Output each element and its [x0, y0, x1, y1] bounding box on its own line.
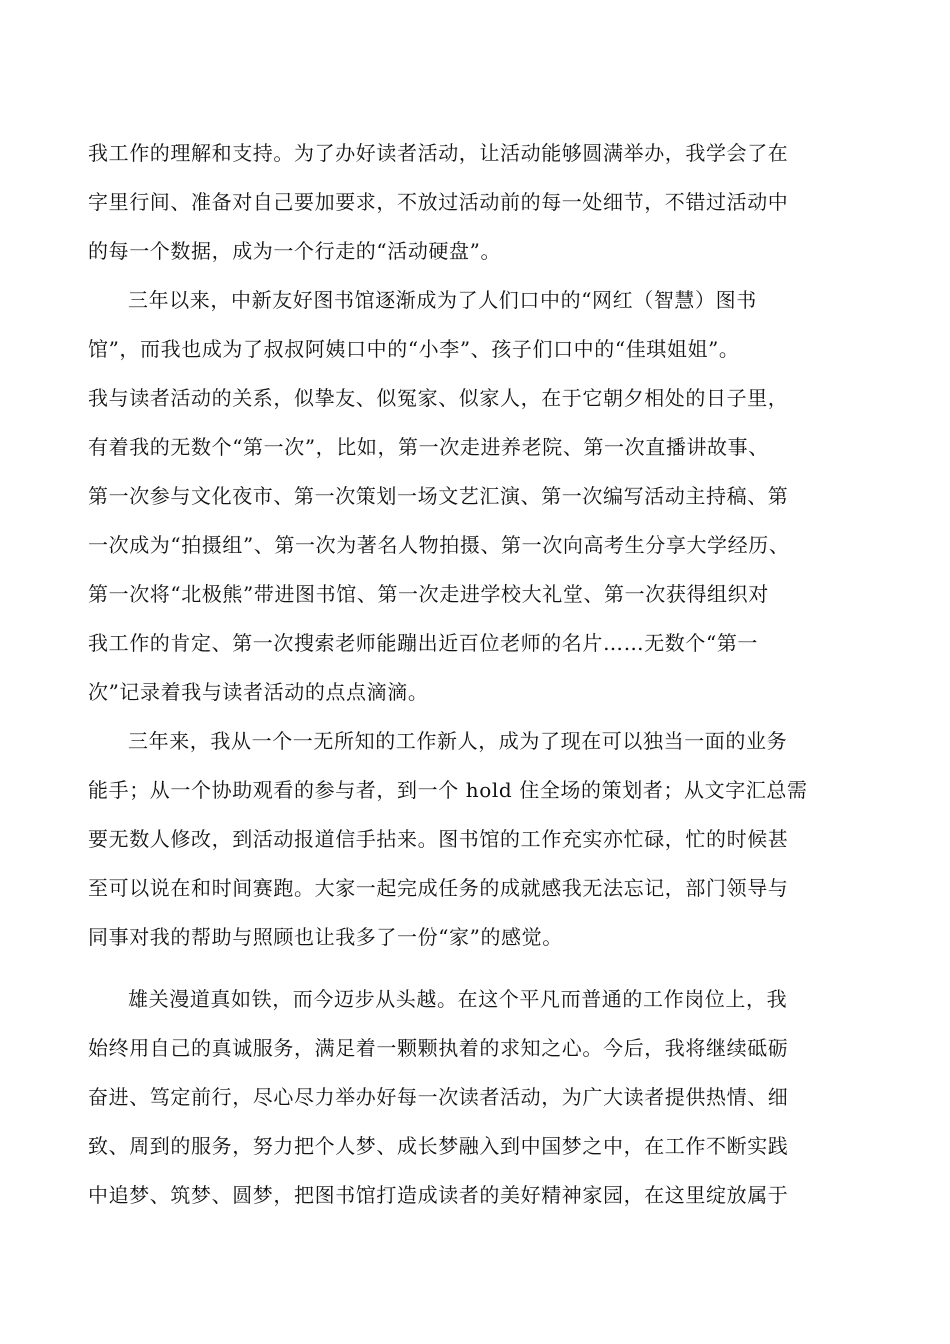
text-line: 同事对我的帮助与照顾也让我多了一份“家”的感觉。 [88, 925, 563, 949]
text-line: 至可以说在和时间赛跑。大家一起完成任务的成就感我无法忘记，部门领导与 [88, 876, 789, 900]
text-line: 中追梦、筑梦、圆梦，把图书馆打造成读者的美好精神家园，在这里绽放属于 [88, 1183, 789, 1207]
text-line: 的每一个数据，成为一个行走的“活动硬盘”。 [88, 239, 502, 263]
text-line: 第一次参与文化夜市、第一次策划一场文艺汇演、第一次编写活动主持稿、第 [88, 484, 789, 508]
text-line: 雄关漫道真如铁，而今迈步从头越。在这个平凡而普通的工作岗位上，我 [128, 987, 788, 1011]
text-line: 馆”，而我也成为了叔叔阿姨口中的“小李”、孩子们口中的“佳琪姐姐”。 [88, 337, 740, 361]
text-line: 我与读者活动的关系，似挚友、似冤家、似家人，在于它朝夕相处的日子里， [88, 386, 789, 410]
text-line: 有着我的无数个“第一次”，比如，第一次走进养老院、第一次直播讲故事、 [88, 435, 769, 459]
text-line: 能手；从一个协助观看的参与者，到一个 hold 住全场的策划者；从文字汇总需 [88, 778, 808, 802]
text-line: 始终用自己的真诚服务，满足着一颗颗执着的求知之心。今后，我将继续砥砺 [88, 1036, 789, 1060]
text-line: 要无数人修改，到活动报道信手拈来。图书馆的工作充实亦忙碌，忙的时候甚 [88, 827, 789, 851]
text-line: 次”记录着我与读者活动的点点滴滴。 [88, 680, 429, 704]
text-line: 我工作的理解和支持。为了办好读者活动，让活动能够圆满举办，我学会了在 [88, 141, 789, 165]
text-line: 三年以来，中新友好图书馆逐渐成为了人们口中的“网红（智慧）图书 [128, 288, 757, 312]
text-line: 字里行间、准备对自己要加要求，不放过活动前的每一处细节，不错过活动中 [88, 190, 789, 214]
text-line: 致、周到的服务，努力把个人梦、成长梦融入到中国梦之中，在工作不断实践 [88, 1134, 789, 1158]
text-line: 奋进、笃定前行，尽心尽力举办好每一次读者活动，为广大读者提供热情、细 [88, 1085, 789, 1109]
text-line: 我工作的肯定、第一次搜索老师能蹦出近百位老师的名片……无数个“第一 [88, 631, 759, 655]
text-line: 一次成为“拍摄组”、第一次为著名人物拍摄、第一次向高考生分享大学经历、 [88, 533, 790, 557]
text-line: 第一次将“北极熊”带进图书馆、第一次走进学校大礼堂、第一次获得组织对 [88, 582, 769, 606]
text-line: 三年来，我从一个一无所知的工作新人，成为了现在可以独当一面的业务 [128, 729, 788, 753]
